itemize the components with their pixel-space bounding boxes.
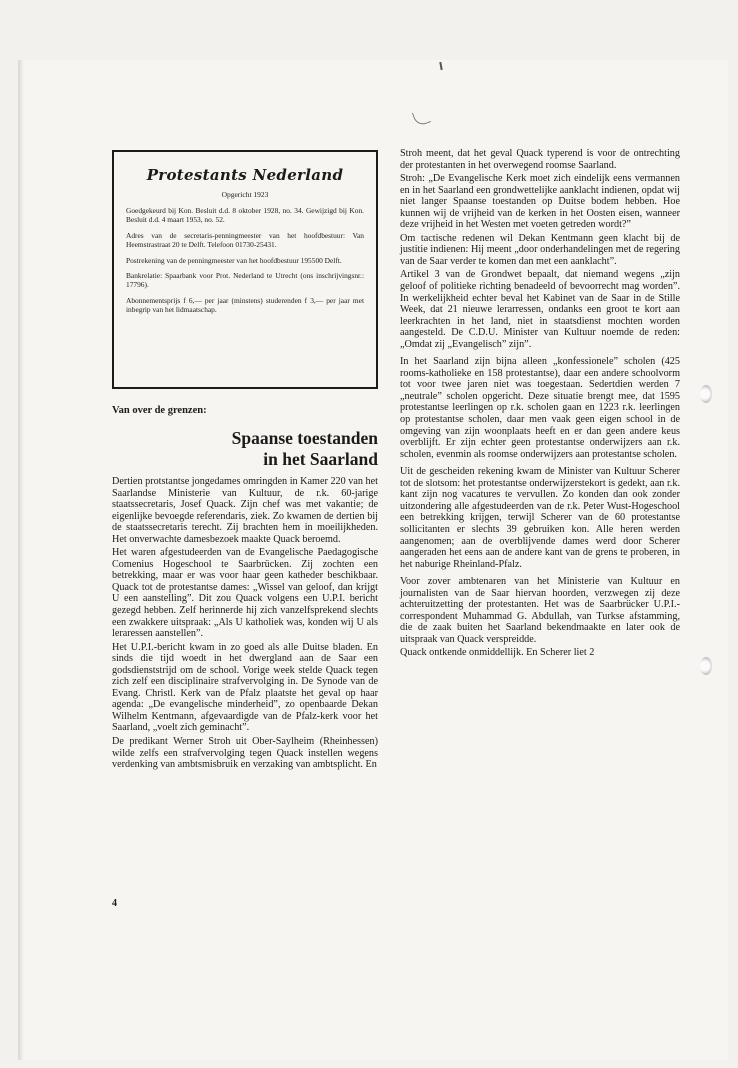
headline-line-1: Spaanse toestanden [231,428,378,448]
section-kicker: Van over de grenzen: [112,405,207,416]
paragraph: Quack ontkende onmiddellijk. En Scherer liet 2 [400,647,595,659]
binder-hole [700,657,712,675]
page-shadow-edge [18,60,24,1060]
binder-hole [700,385,712,403]
notice-subscription: Abonnementsprijs f 6,— per jaar (minstens) studerenden f 3,— per jaar met inbegrip van het lidmaatschap. [126,295,364,315]
article-column-left [112,476,378,771]
notice-founded: Opgericht 1923 [221,190,269,199]
paragraph: De predikant Werner Stroh uit Ober-Saylheim (Rheinhessen) wilde zelfs een strafvervolging tegen Quack instellen wegens verdenking van ambtsmisbruik en verzaking van ambtsplicht. En [112,736,378,771]
article-headline [112,428,378,470]
paragraph: Stroh meent, dat het geval Quack typerend is voor de ontrechting der protestanten in het overwegend roomse Saarland. [400,148,680,171]
organization-notice-box [112,150,378,389]
page-number: 4 [112,898,117,909]
notice-title: Protestants Nederland [146,166,344,184]
paragraph: Artikel 3 van de Grondwet bepaalt, dat niemand wegens „zijn geloof of politieke richting benadeeld of bevoorrecht mag worden”. In werkelijkheid echter beval het Kabinet van de Saar in de Stille Week, dat 21 nieuwe lerarressen, ondanks een groot te kort aan leerkrachten in het land, niet in staatsdienst mochten worden aangesteld. De C.D.U. Minister van Kultuur noemde de reden: „Omdat zij „Evangelisch” zijn”. [400,269,680,350]
paragraph: Dertien protstantse jongedames omringden in Kamer 220 van het Saarlandse Ministerie van Kultuur, de r.k. 60-jarige staatssecretaris, Josef Quack. Zijn chef was met vakantie; de eigenlijke bevoegde referendaris, ziek. Zo kwamen de dertien bij de staatssecretaris terecht. Zij brachten hem in moeilijkheden. Het onverwachte damesbezoek maakte Quack beroemd. [112,476,378,545]
paragraph: Voor zover ambtenaren van het Ministerie van Kultuur en journalisten van de Saar hiervan hoorden, verzwegen zij deze achteruitzetting der protestanten. Het was de Saarbrücker U.P.I.-correspondent Muhammad G. Abdullah, van Turkse afstamming, die de zaak buiten het Saarland bekendmaakte en later ook de uitspraak van Quack verspreidde. [400,576,680,645]
paragraph: Het waren afgestudeerden van de Evangelische Paedagogische Comenius Hogeschool te Saarbrücken. Zij zochten een betrekking, maar er was voor haar geen katheder beschikbaar. Quack tot de protestantse dames: „Wissel van geloof, dan krijgt U een aanstelling”. Dit zou Quack volgens een U.P.I. bericht gezegd hebben. Zelf herinnerde hij zich vanzelfsprekend slechts een zwakkere uitspraak: „Als U katholiek was, konden wij U als leraressen aanstellen”. [112,547,378,640]
paragraph: Het U.P.I.-bericht kwam in zo goed als alle Duitse bladen. En sinds die tijd woedt in het dwergland aan de Saar een godsdienststrijd om de school. Vorige week stelde Quack tegen zich zelf een disciplinaire strafvervolging in. De Synode van de Evang. Christl. Kerk van de Pfalz plaatste het geval op haar agenda: „De evangelische minderheid”, zo openbaarde Dekan Wilhelm Kentmann, afgevaardigde van de Pfalz-kerk voor het Saarland, „voelt zich geminacht”. [112,641,378,734]
paragraph: In het Saarland zijn bijna alleen „konfessionele” scholen (425 rooms-katholieke en 158 protestantse), daar een andere schoolvorm tot voor twee jaren niet was toegestaan. Sedertdien werden 7 „neutrale” scholen opgericht. Deze situatie brengt mee, dat 1595 protestantse leerlingen op r.k. scholen gaan en 1223 r.k. leerlingen op protestantse scholen, daar men vaak geen eigen school in de omgeving van zijn woonplaats heeft en er dan geen andere keus overblijft. Er zijn echter geen protestantse onderwijzers aan r.k. scholen, evenmin als roomse onderwijzers aan protestantse scholen. [400,356,680,460]
article-column-right [400,148,680,659]
paragraph: Uit de gescheiden rekening kwam de Minister van Kultuur Scherer tot de slotsom: het protestantse onderwijzerstekort is gedekt, aan r.k. kant zijn nog vacatures te vervullen. Zo konden dan ook zonder uitzondering alle afgestudeerden van de r.k. Peter Wust-Hogeschool een betrekking krijgen, terwijl Scherer van de 60 protestantse sollicitanten er slechts 39 gebruiken kon. Alle heren werden aangenomen; aan de overblijvende dames werd door Scherer aangeraden het eens aan de andere kant van de grens te proberen, in het naburige Rheinland-Pfalz. [400,466,680,570]
paragraph: Om tactische redenen wil Dekan Kentmann geen klacht bij de justitie indienen: Hij meent „door onderhandelingen met de regering van de Saar verder te komen dan met een aanklacht”. [400,232,680,267]
notice-address: Adres van de secretaris-penningmeester van het hoofdbestuur: Van Heemstrastraat 20 te Delft. Telefoon 01730-25431. [126,230,364,250]
headline-line-2: in het Saarland [263,449,378,469]
paragraph: Stroh: „De Evangelische Kerk moet zich eindelijk eens vermannen en in het Saarland een grondwettelijke aanklacht indienen, opdat wij niet langer Spaanse toestanden op Duitse bodem hebben. Hoe kunnen wij de vrijheid van de kerken in het Oosten eisen, wanneer deze vrijheid in het Westen met voeten getreden wordt?” [400,173,680,231]
notice-approval: Goedgekeurd bij Kon. Besluit d.d. 8 oktober 1928, no. 34. Gewijzigd bij Kon. Besluit d.d. 4 maart 1953, no. 52. [126,206,364,225]
notice-giro: Postrekening van de penningmeester van het hoofdbestuur 195500 Delft. [126,255,342,265]
notice-bank: Bankrelatie: Spaarbank voor Prot. Nederland te Utrecht (ons inschrijvingsnr.: 17796). [126,271,364,290]
